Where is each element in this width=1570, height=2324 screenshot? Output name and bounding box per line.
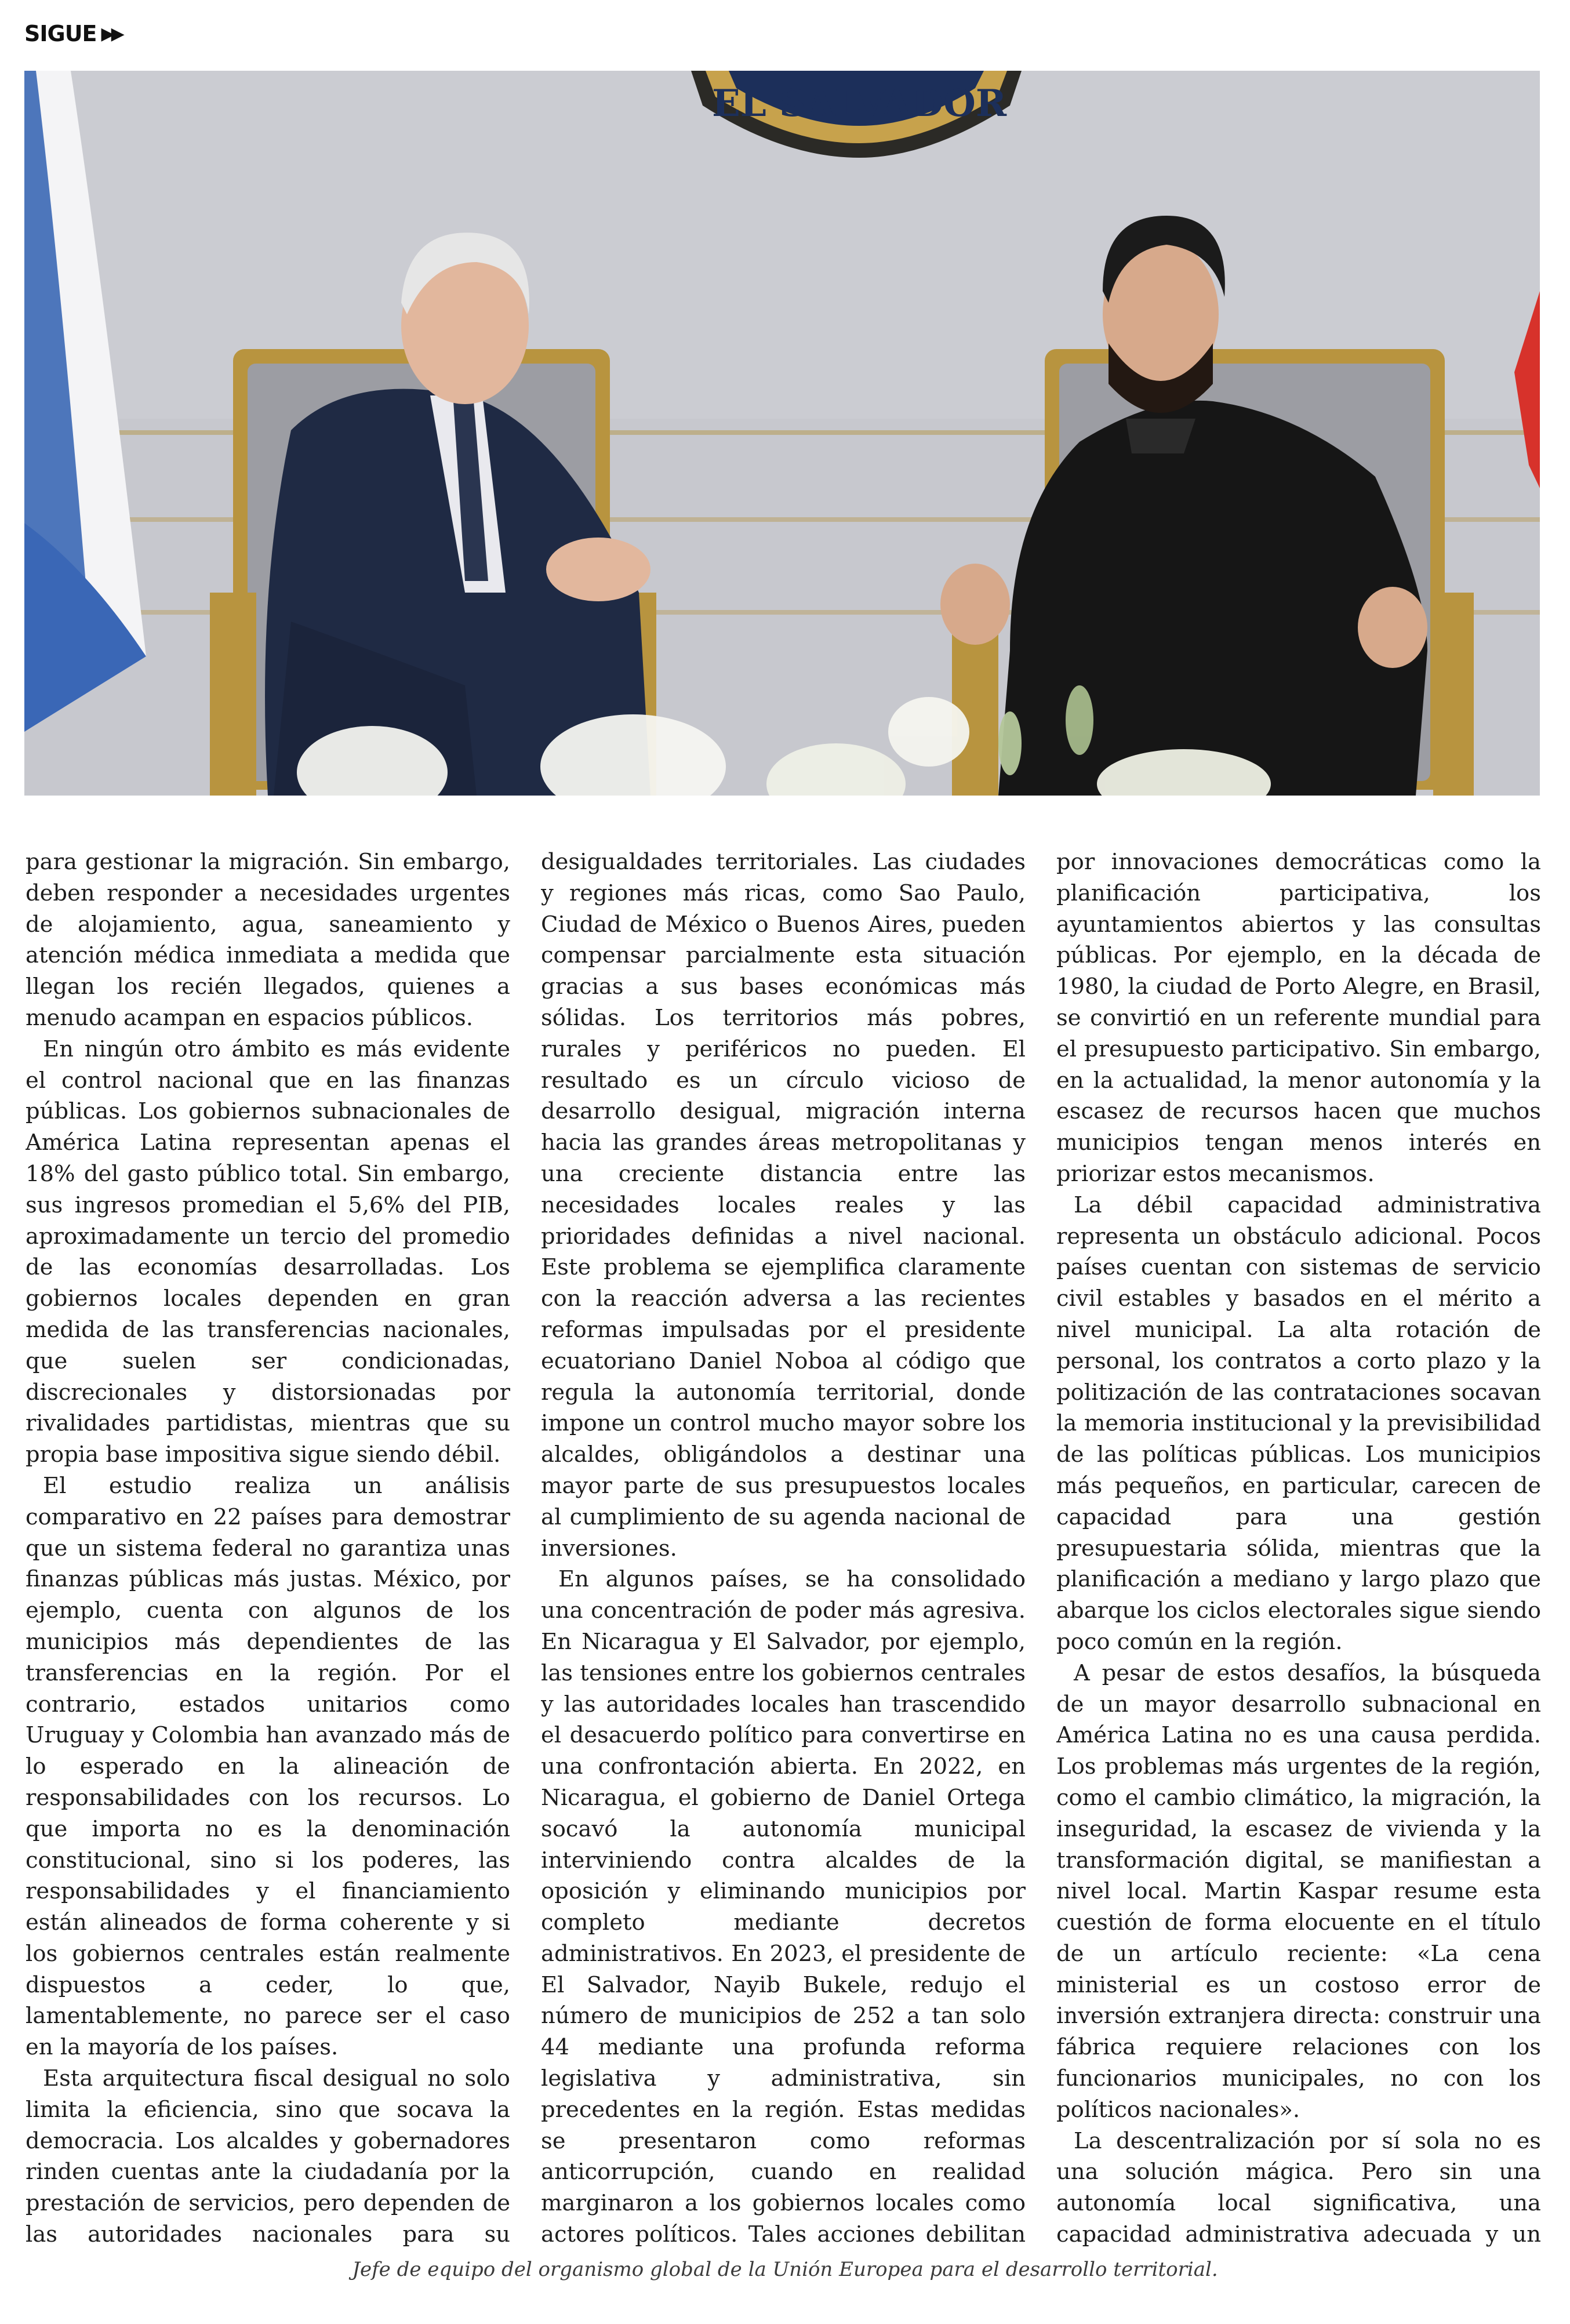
paragraph: En ningún otro ámbito es más evidente el control nacional que en las finanzas públicas. Los gobiernos subnacionales de América Latina representan apenas el 18% del gasto público total. Sin embargo, sus ingresos promedian el 5,6% del PIB, aproximadamente un tercio del promedio de las economías desarrolladas. Los gobiernos locales dependen en gran medida de las transferencias nacionales, que suelen ser condicionadas, discrecionales y distorsionadas por rivalidades partidistas, mientras que su propia base impositiva sigue siendo débil. <box>26 1036 510 1468</box>
author-credit: Jefe de equipo del organismo global de la Unión Europea para el desarrollo territorial. <box>352 2258 1218 2281</box>
paragraph: En algunos países, se ha consolidado una concentración de poder más agresiva. En Nicaragua y El Salvador, por ejemplo, las tensiones entre los gobiernos centrales y las autoridades locales han trascendido el desacuerdo político para convertirse en una confrontación abierta. En 2022, en Nicaragua, el gobierno de Daniel Ortega socavó la autonomía municipal interviniendo contra alcaldes de la oposición y eliminando municipios por completo mediante decretos administrativos. En 2023, el presidente de El Salvador, Nayib Bukele, redujo el número de municipios de 252 a tan solo 44 mediante una profunda reforma legislativa y administrativa, sin precedentes en la región. Estas medidas se presentaron como reformas anticorrupción, cuando en realidad marginaron a los gobiernos locales como actores políticos. Tales acciones debilitan <box>541 1566 1026 2248</box>
sigue-label: SIGUE <box>24 21 97 46</box>
paragraph: La descentralización por sí sola no es una solución mágica. Pero sin una autonomía local significativa, una capacidad administrativa adecuada y un <box>1056 2127 1541 2248</box>
paragraph: El estudio realiza un análisis comparativo en 22 países para demostrar que un sistema federal no garantiza unas finanzas públicas más justas. México, por ejemplo, cuenta con algunos de los municipios más dependientes de las transferencias en la región. Por el contrario, estados unitarios como Uruguay y Colombia han avanzado más de lo esperado en la alineación de responsabilidades con los recursos. Lo que importa no es la denominación constitucional, sino si los poderes, las responsabilidades y el financiamiento están alineados de forma coherente y si los gobiernos centrales están realmente dispuestos a ceder, lo que, lamentablemente, no parece ser el caso en la mayoría de los países. <box>26 1472 510 2061</box>
paragraph: La débil capacidad administrativa representa un obstáculo adicional. Pocos países cuentan con sistemas de servicio civil estables y basados en el mérito a nivel municipal. La alta rotación de personal, los contratos a corto plazo y la politización de las contrataciones socavan la memoria institucional y la previsibilidad de las políticas públicas. Los municipios más pequeños, en particular, carecen de capacidad para una gestión presupuestaria sólida, mientras que la planificación a mediano y largo plazo que abarque los ciclos electorales sigue siendo poco común en la región. <box>1056 1192 1541 1655</box>
photo-illustration <box>24 71 1540 796</box>
article-photo <box>24 71 1540 796</box>
article-column-1 <box>26 847 510 2250</box>
paragraph: desigualdades territoriales. Las ciudades y regiones más ricas, como Sao Paulo, Ciudad de México o Buenos Aires, pueden compensar parcialmente esta situación gracias a sus bases económicas más sólidas. Los territorios más pobres, rurales y periféricos no pueden. El resultado es un círculo vicioso de desarrollo desigual, migración interna hacia las grandes áreas metropolitanas y una creciente distancia entre las necesidades locales reales y las prioridades definidas a nivel nacional. Este problema se ejemplifica claramente con la reacción adversa a las recientes reformas impulsadas por el presidente ecuatoriano Daniel Noboa al código que regula la autonomía territorial, donde impone un control mucho mayor sobre los alcaldes, obligándolos a destinar una mayor parte de sus presupuestos locales al cumplimiento de su agenda nacional de inversiones. <box>541 849 1026 1562</box>
paragraph: A pesar de estos desafíos, la búsqueda de un mayor desarrollo subnacional en América Latina no es una causa perdida. Los problemas más urgentes de la región, como el cambio climático, la migración, la inseguridad, la escasez de vivienda y la transformación digital, se manifiestan a nivel local. Martin Kaspar resume esta cuestión de forma elocuente en el título de un artículo reciente: «La cena ministerial es un costoso error de inversión extranjera directa: construir una fábrica requiere relaciones con los funcionarios municipales, no con los políticos nacionales». <box>1056 1660 1541 2123</box>
seal-text: EL SALVADOR <box>711 82 1007 125</box>
double-play-arrow-icon: ▶▶ <box>101 23 121 44</box>
paragraph: por innovaciones democráticas como la planificación participativa, los ayuntamientos abiertos y las consultas públicas. Por ejemplo, en la década de 1980, la ciudad de Porto Alegre, en Brasil, se convirtió en un referente mundial para el presupuesto participativo. Sin embargo, en la actualidad, la menor autonomía y la escasez de recursos hacen que muchos municipios tengan menos interés en priorizar estos mecanismos. <box>1056 849 1541 1187</box>
sigue-header <box>24 21 121 46</box>
paragraph: para gestionar la migración. Sin embargo, deben responder a necesidades urgentes de alojamiento, agua, saneamiento y atención médica inmediata a medida que llegan los recién llegados, quienes a menudo acampan en espacios públicos. <box>26 849 510 1031</box>
article-column-3 <box>1056 847 1541 2250</box>
article-column-2 <box>541 847 1026 2250</box>
article-body <box>26 847 1541 2250</box>
paragraph: Esta arquitectura fiscal desigual no solo limita la eficiencia, sino que socava la democracia. Los alcaldes y gobernadores rinden cuentas ante la ciudadanía por la prestación de servicios, pero dependen de las autoridades nacionales para su <box>26 2065 510 2248</box>
